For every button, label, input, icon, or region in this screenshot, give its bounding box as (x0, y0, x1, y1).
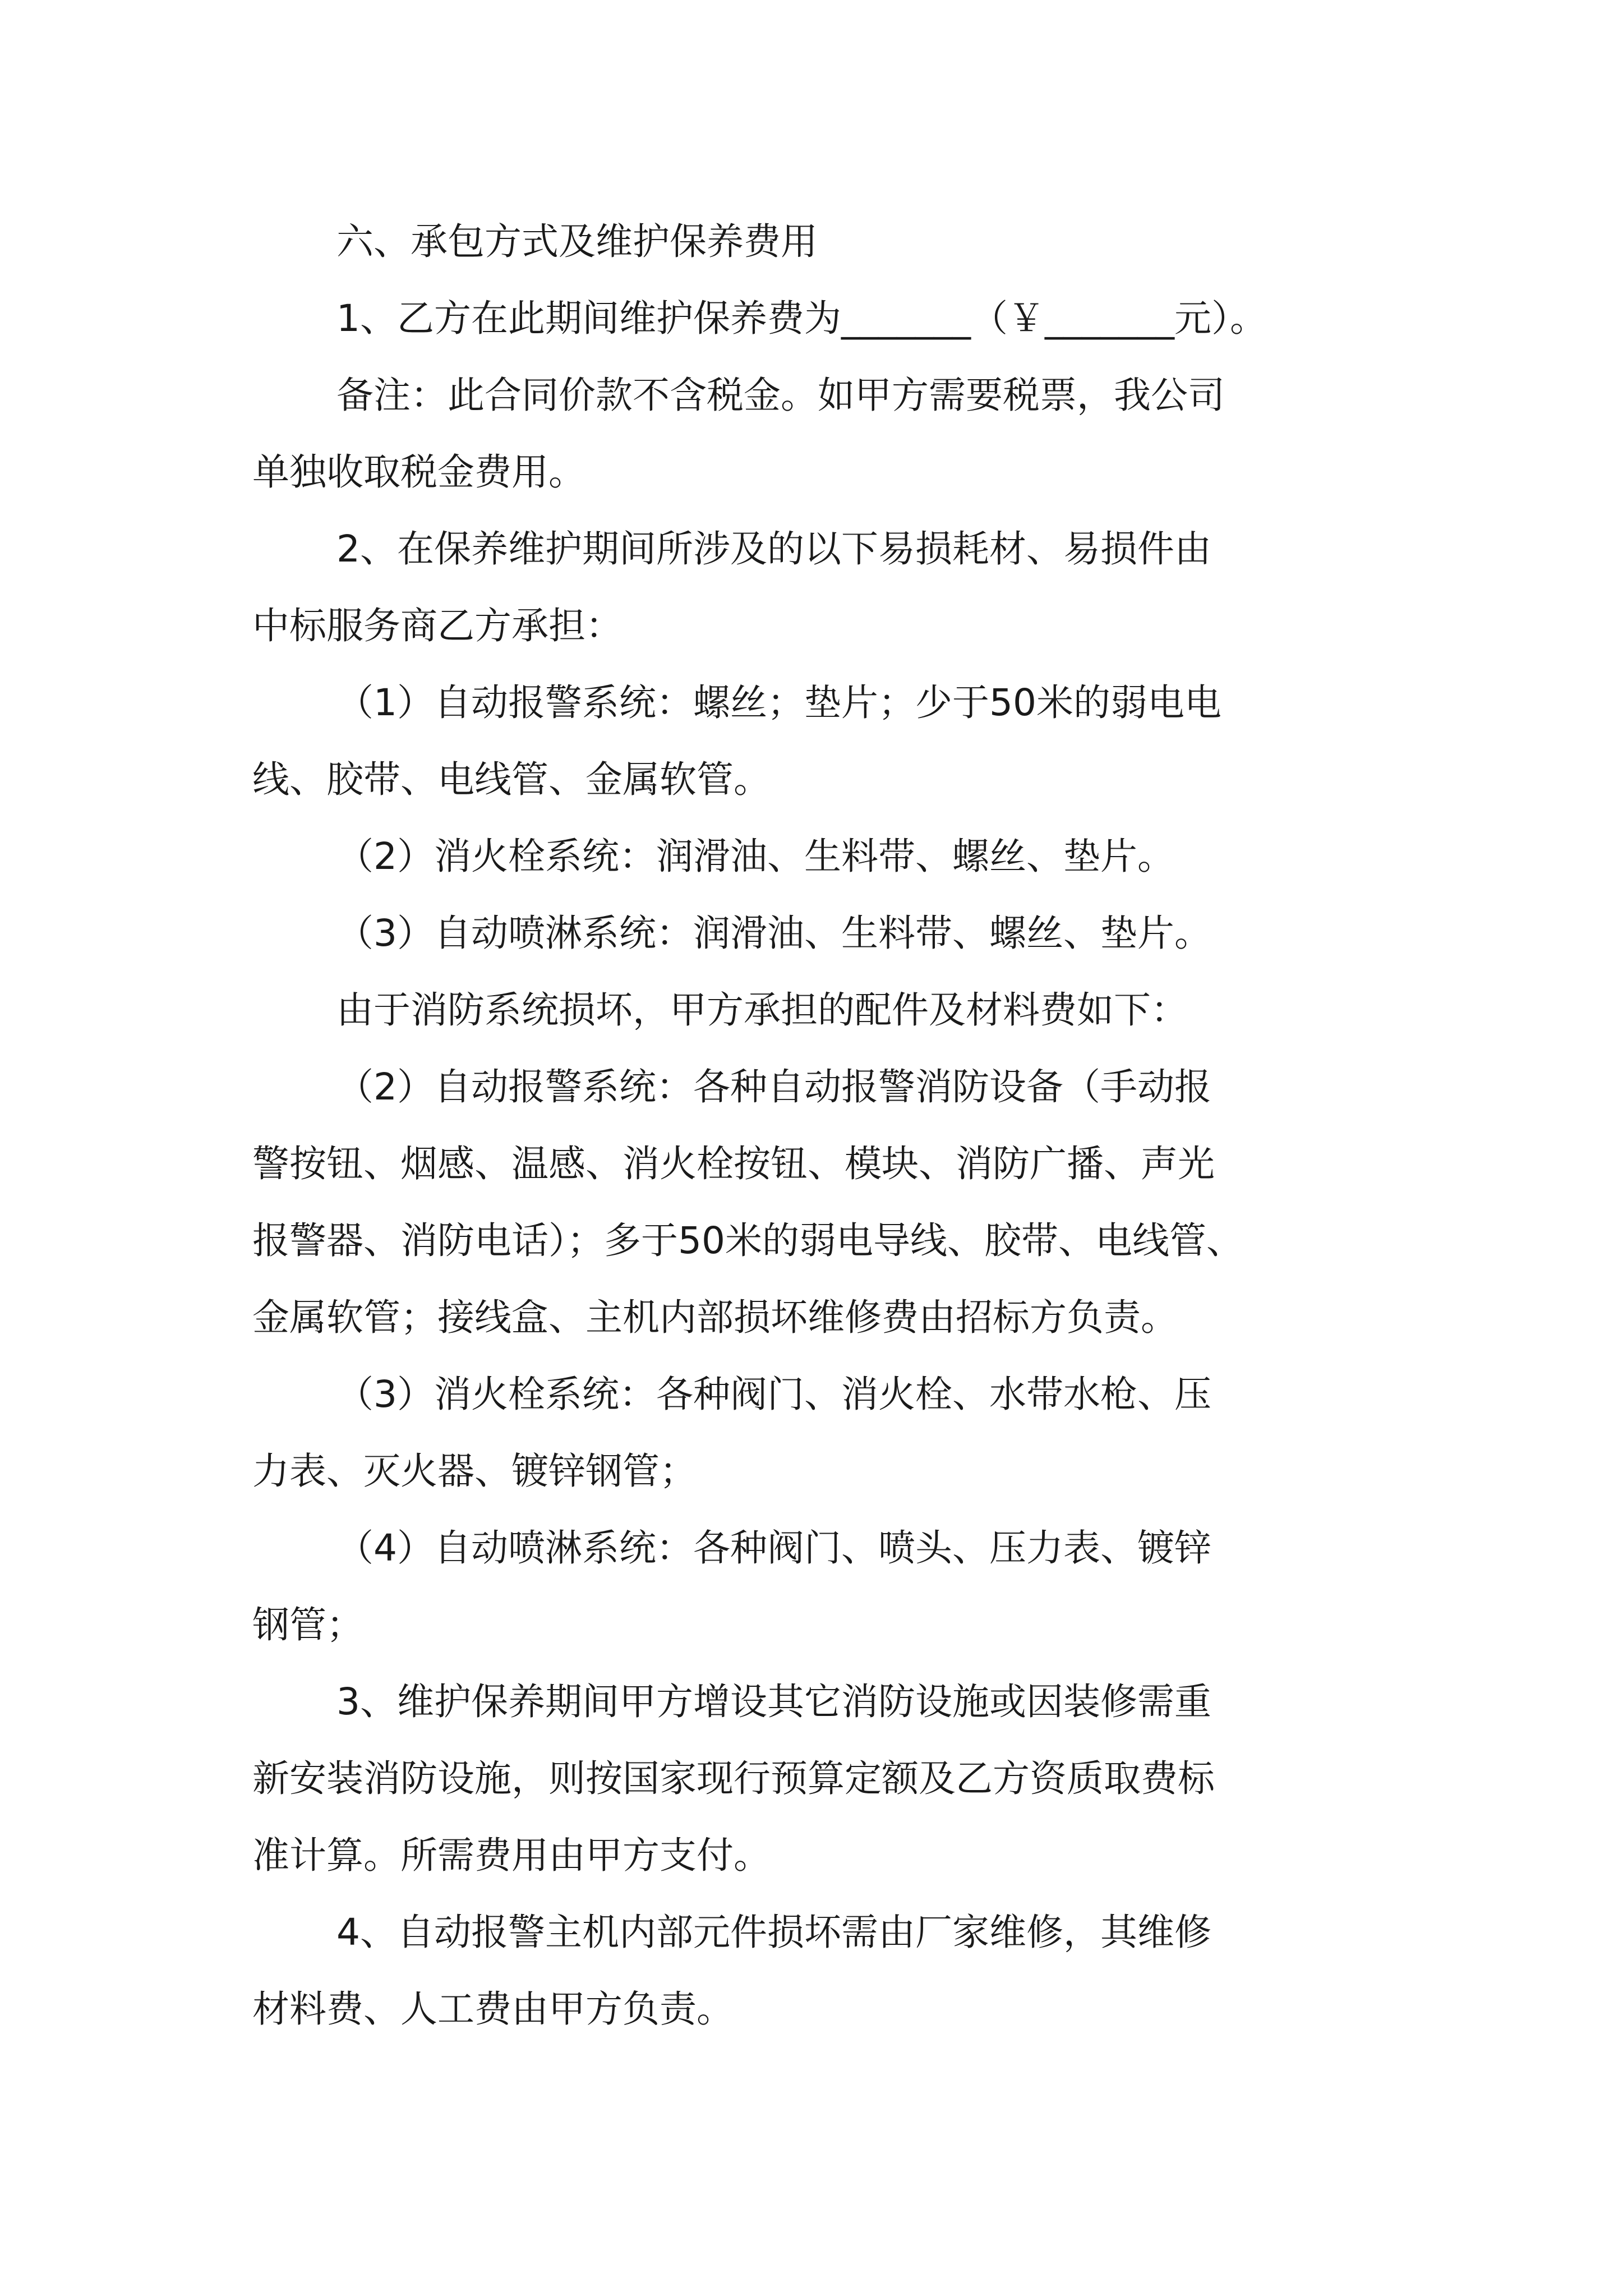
remark-line-2: 单独收取税金费用。 (252, 450, 585, 494)
party-a-intro: 由于消防系统损坏，甲方承担的配件及材料费如下： (336, 988, 1188, 1032)
clause-3-line-3: 准计算。所需费用由甲方支付。 (252, 1834, 771, 1877)
clause-3-line-2: 新安装消防设施，则按国家现行预算定额及乙方资质取费标 (252, 1757, 1215, 1800)
clause-3-line-1: 3、维护保养期间甲方增设其它消防设施或因装修需重 (336, 1680, 1211, 1723)
party-a-item-3-line-2: 力表、灭火器、镀锌钢管； (252, 1450, 697, 1493)
party-a-item-4-line-1: （4）自动喷淋系统：各种阀门、喷头、压力表、镀锌 (336, 1526, 1211, 1570)
party-a-item-2-line-1: （2）自动报警系统：各种自动报警消防设备（手动报 (336, 1065, 1211, 1108)
clause-2-item-1-line-2: 线、胶带、电线管、金属软管。 (252, 758, 771, 801)
clause-2-item-1-line-1: （1）自动报警系统：螺丝；垫片；少于50米的弱电电 (336, 681, 1221, 724)
clause-4-line-1: 4、自动报警主机内部元件损坏需由厂家维修，其维修 (336, 1911, 1211, 1954)
clause-2-item-3: （3）自动喷淋系统：润滑油、生料带、螺丝、垫片。 (336, 912, 1211, 955)
clause-2-line-2: 中标服务商乙方承担： (252, 604, 623, 647)
party-a-item-2-line-4: 金属软管；接线盒、主机内部损坏维修费由招标方负责。 (252, 1296, 1178, 1339)
clause-2-line-1: 2、在保养维护期间所涉及的以下易损耗材、易损件由 (336, 527, 1211, 570)
clause-2-item-2: （2）消火栓系统：润滑油、生料带、螺丝、垫片。 (336, 835, 1174, 878)
party-a-item-2-line-3: 报警器、消防电话）；多于50米的弱电导线、胶带、电线管、 (252, 1219, 1243, 1262)
maintenance-fee-line: 1、乙方在此期间维护保养费为_______（￥_______元）。 (336, 297, 1267, 340)
section-heading: 六、承包方式及维护保养费用 (336, 220, 818, 263)
party-a-item-4-line-2: 钢管； (252, 1603, 363, 1646)
party-a-item-2-line-2: 警按钮、烟感、温感、消火栓按钮、模块、消防广播、声光 (252, 1142, 1215, 1185)
remark-line-1: 备注：此合同价款不含税金。如甲方需要税票，我公司 (336, 374, 1225, 417)
clause-4-line-2: 材料费、人工费由甲方负责。 (252, 1987, 734, 2031)
party-a-item-3-line-1: （3）消火栓系统：各种阀门、消火栓、水带水枪、压 (336, 1373, 1211, 1416)
